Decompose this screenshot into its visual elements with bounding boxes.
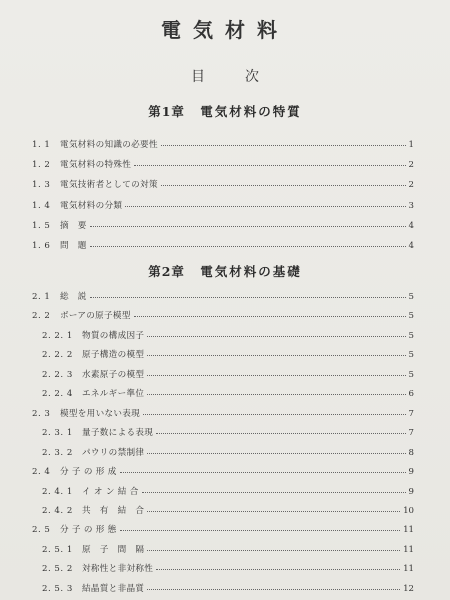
dot-leader xyxy=(147,550,400,551)
entry-label: 電気技術者としての対策 xyxy=(60,180,158,191)
dot-leader xyxy=(156,569,400,570)
toc-entry xyxy=(0,290,450,304)
entry-number: 2. 5. 2 xyxy=(42,564,73,575)
entry-label: 電気材料の特殊性 xyxy=(60,160,132,171)
entry-page-number: 2 xyxy=(408,160,414,171)
entry-page-number: 11 xyxy=(403,564,414,575)
entry-label: 原 子 間 隔 xyxy=(82,544,145,555)
dot-leader xyxy=(147,394,406,395)
toc-entry xyxy=(0,178,450,192)
entry-number: 1. 3 xyxy=(32,180,51,191)
chapter-number: 第2章 xyxy=(148,264,185,279)
entry-label: ボーアの原子模型 xyxy=(60,311,131,322)
entry-page-number: 4 xyxy=(408,220,414,231)
toc-heading: 目次 xyxy=(191,69,299,85)
dot-leader xyxy=(134,165,406,166)
dot-leader xyxy=(161,185,406,186)
entry-page-number: 2 xyxy=(408,180,414,191)
entry-number: 1. 1 xyxy=(32,140,51,150)
entry-page-number: 3 xyxy=(408,200,414,211)
entry-label: 共 有 結 合 xyxy=(82,505,145,516)
toc-entry xyxy=(0,426,450,440)
dot-leader xyxy=(143,414,406,415)
entry-number: 2. 3. 2 xyxy=(42,447,73,458)
entry-number: 2. 3. 1 xyxy=(42,428,73,439)
dot-leader xyxy=(120,530,400,531)
toc-entry xyxy=(0,368,450,382)
dot-leader xyxy=(147,511,400,512)
dot-leader xyxy=(134,316,406,317)
entry-label: 総 説 xyxy=(60,292,87,302)
entry-page-number: 5 xyxy=(408,330,414,341)
entry-number: 2. 5 xyxy=(32,525,51,536)
dot-leader xyxy=(90,246,406,247)
chapter-number: 第1章 xyxy=(148,104,185,119)
dot-leader xyxy=(147,355,406,356)
entry-page-number: 5 xyxy=(408,311,414,322)
toc-entry xyxy=(0,138,450,152)
entry-page-number: 11 xyxy=(403,525,414,536)
entry-number: 1. 2 xyxy=(32,160,51,171)
toc-entry xyxy=(0,582,450,596)
toc-entry xyxy=(0,446,450,460)
entry-page-number: 8 xyxy=(408,447,414,458)
entry-page-number: 11 xyxy=(403,544,414,555)
chapter-title: 電気材料の特質 xyxy=(200,104,302,119)
dot-leader xyxy=(120,472,406,473)
entry-number: 2. 3 xyxy=(32,408,51,419)
entry-number: 2. 1 xyxy=(32,292,51,302)
dot-leader xyxy=(147,375,406,376)
entry-label: 摘 要 xyxy=(60,220,87,231)
dot-leader xyxy=(90,297,406,298)
entry-page-number: 5 xyxy=(408,369,414,380)
toc-entry xyxy=(0,329,450,343)
dot-leader xyxy=(147,336,406,337)
chapter-1-heading xyxy=(0,102,450,120)
entry-label: 量子数による表現 xyxy=(82,428,154,439)
entry-number: 2. 2. 4 xyxy=(42,389,73,400)
entry-number: 2. 5. 3 xyxy=(42,583,73,594)
entry-label: エネルギー準位 xyxy=(82,389,145,400)
toc-entry xyxy=(0,158,450,172)
entry-page-number: 12 xyxy=(403,583,414,594)
entry-label: 問 題 xyxy=(60,241,87,251)
toc-entry xyxy=(0,523,450,537)
book-title: 電気材料 xyxy=(161,18,289,42)
toc-entry xyxy=(0,407,450,421)
entry-number: 2. 2. 1 xyxy=(42,330,73,341)
chapter-title: 電気材料の基礎 xyxy=(200,264,302,279)
entry-page-number: 10 xyxy=(403,505,414,516)
entry-label: 模型を用いない表現 xyxy=(60,408,141,419)
entry-page-number: 9 xyxy=(408,486,414,497)
entry-page-number: 9 xyxy=(408,467,414,478)
toc-entry xyxy=(0,219,450,233)
toc-entry xyxy=(0,239,450,253)
dot-leader xyxy=(161,145,406,146)
entry-number: 1. 5 xyxy=(32,220,51,231)
entry-number: 2. 2. 3 xyxy=(42,369,73,380)
toc-entry xyxy=(0,485,450,499)
entry-label: 分 子 の 形 態 xyxy=(60,525,117,536)
entry-number: 1. 4 xyxy=(32,200,51,211)
entry-label: 原子構造の模型 xyxy=(82,350,145,361)
entry-label: 対称性と非対称性 xyxy=(82,564,154,575)
dot-leader xyxy=(156,433,406,434)
entry-label: イ オ ン 結 合 xyxy=(82,486,139,497)
dot-leader xyxy=(125,206,406,207)
toc-entry xyxy=(0,504,450,518)
entry-page-number: 6 xyxy=(408,389,414,400)
entry-label: 分 子 の 形 成 xyxy=(60,467,117,478)
chapter-2-heading xyxy=(0,262,450,280)
entry-page-number: 5 xyxy=(408,292,414,302)
entry-page-number: 1 xyxy=(408,140,414,150)
entry-page-number: 4 xyxy=(408,241,414,251)
toc-entry xyxy=(0,465,450,479)
toc-entry xyxy=(0,543,450,557)
dot-leader xyxy=(142,492,406,493)
entry-number: 2. 4. 2 xyxy=(42,505,73,516)
entry-page-number: 7 xyxy=(408,408,414,419)
entry-number: 2. 4. 1 xyxy=(42,486,73,497)
toc-entry xyxy=(0,309,450,323)
entry-number: 2. 4 xyxy=(32,467,51,478)
entry-label: パウリの禁制律 xyxy=(82,447,145,458)
entry-label: 電気材料の知識の必要性 xyxy=(60,140,158,150)
toc-entry xyxy=(0,562,450,576)
entry-number: 2. 2. 2 xyxy=(42,350,73,361)
entry-page-number: 7 xyxy=(408,428,414,439)
entry-label: 電気材料の分類 xyxy=(60,200,123,211)
entry-label: 結晶質と非晶質 xyxy=(82,583,145,594)
toc-entry xyxy=(0,199,450,213)
dot-leader xyxy=(147,589,400,590)
dot-leader xyxy=(90,226,406,227)
dot-leader xyxy=(147,453,406,454)
entry-label: 水素原子の模型 xyxy=(82,369,145,380)
entry-number: 1. 6 xyxy=(32,241,51,251)
entry-number: 2. 2 xyxy=(32,311,51,322)
toc-entry xyxy=(0,348,450,362)
entry-number: 2. 5. 1 xyxy=(42,544,73,555)
toc-entry xyxy=(0,387,450,401)
entry-label: 物質の構成因子 xyxy=(82,330,145,341)
entry-page-number: 5 xyxy=(408,350,414,361)
